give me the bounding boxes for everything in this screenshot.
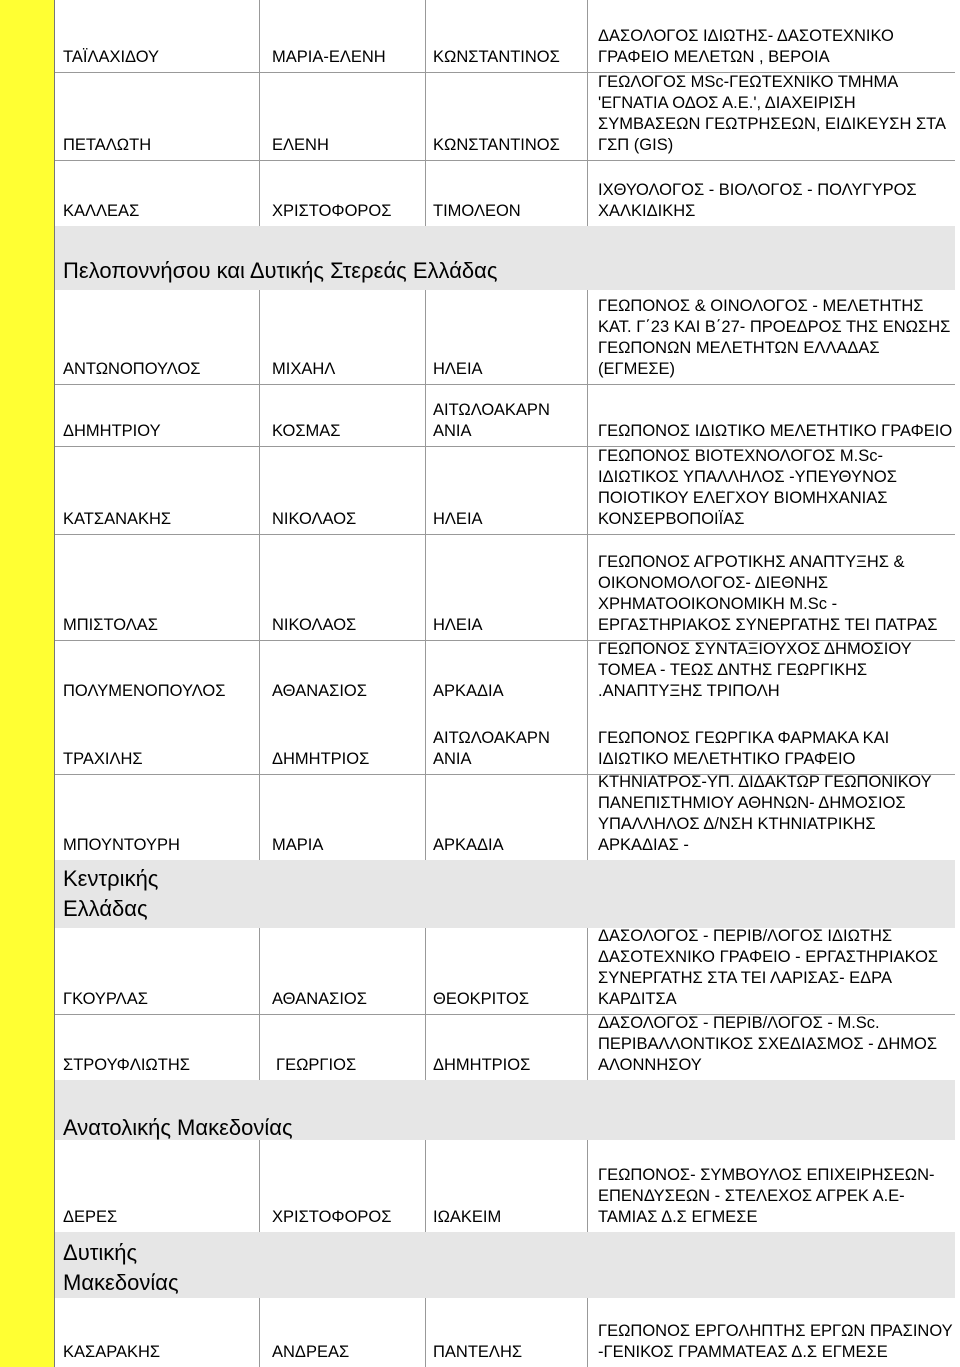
surname-cell: ΠΟΛΥΜΕΝΟΠΟΥΛΟΣ: [63, 682, 226, 700]
surname-cell: ΚΑΛΛΕΑΣ: [63, 202, 140, 220]
left-margin-bar: [0, 0, 54, 1367]
firstname-cell: ΔΗΜΗΤΡΙΟΣ: [272, 750, 370, 768]
fathername-cell: ΙΩΑΚΕΙΜ: [433, 1208, 502, 1226]
surname-cell: ΑΝΤΩΝΟΠΟΥΛΟΣ: [63, 360, 201, 378]
region-header: [55, 226, 955, 290]
fathername-cell: ΘΕΟΚΡΙΤΟΣ: [433, 990, 530, 1008]
description-cell: ΚΤΗΝΙΑΤΡΟΣ-ΥΠ. ΔΙΔΑΚΤΩΡ ΓΕΩΠΟΝΙΚΟΥ ΠΑΝΕΠΙΣΤΗΜΙΟΥ ΑΘΗΝΩΝ- ΔΗΜΟΣΙΟΣ ΥΠΑΛΛΗΛΟΣ Δ/ΝΣΗ ΚΤΗΝΙΑΤΡΙΚΗΣ ΑΡΚΑΔΙΑΣ -: [598, 773, 932, 854]
surname-cell: ΜΠΟΥΝΤΟΥΡΗ: [63, 836, 180, 854]
description-cell: ΓΕΩΠΟΝΟΣ- ΣΥΜΒΟΥΛΟΣ ΕΠΙΧΕΙΡΗΣΕΩΝ-ΕΠΕΝΔΥΣΕΩΝ - ΣΤΕΛΕΧΟΣ ΑΓΡΕΚ Α.Ε- ΤΑΜΙΑΣ Δ.Σ ΕΓΜΕΣΕ: [598, 1166, 935, 1226]
region-title-peloponnese: Πελοποννήσου και Δυτικής Στερεάς Ελλάδας: [63, 258, 498, 283]
description-cell: ΓΕΩΠΟΝΟΣ ΓΕΩΡΓΙΚΑ ΦΑΡΜΑΚΑ ΚΑΙ ΙΔΙΩΤΙΚΟ ΜΕΛΕΤΗΤΙΚΟ ΓΡΑΦΕΙΟ: [598, 729, 890, 768]
firstname-cell: ΑΘΑΝΑΣΙΟΣ: [272, 682, 367, 700]
description-cell: ΓΕΩΠΟΝΟΣ ΑΓΡΟΤΙΚΗΣ ΑΝΑΠΤΥΞΗΣ & ΟΙΚΟΝΟΜΟΛΟΓΟΣ- ΔΙΕΘΝΗΣ ΧΡΗΜΑΤΟΟΙΚΟΝΟΜΙΚΗ M.Sc - ΕΡΓΑΣΤΗΡΙΑΚΟΣ ΣΥΝΕΡΓΑΤΗΣ ΤΕΙ ΠΑΤΡΑΣ: [598, 553, 938, 634]
surname-cell: ΤΑΪΛΑΧΙΔΟΥ: [63, 48, 160, 66]
description-cell: ΔΑΣΟΛΟΓΟΣ - ΠΕΡΙΒ/ΛΟΓΟΣ ΙΔΙΩΤΗΣ ΔΑΣΟΤΕΧΝΙΚΟ ΓΡΑΦΕΙΟ - ΕΡΓΑΣΤΗΡΙΑΚΟΣ ΣΥΝΕΡΓΑΤΗΣ ΣΤΑ ΤΕΙ ΛΑΡΙΣΑΣ- ΕΔΡΑ ΚΑΡΔΙΤΣΑ: [598, 927, 939, 1008]
table-row: [55, 724, 955, 774]
table-row: [55, 534, 955, 640]
firstname-cell: ΝΙΚΟΛΑΟΣ: [272, 616, 357, 634]
firstname-cell: ΚΟΣΜΑΣ: [272, 422, 341, 440]
fathername-cell: ΚΩΝΣΤΑΝΤΙΝΟΣ: [433, 48, 560, 66]
table-row: [55, 640, 955, 706]
members-table: [54, 0, 960, 1367]
description-cell: ΓΕΩΠΟΝΟΣ ΒΙΟΤΕΧΝΟΛΟΓΟΣ M.Sc- ΙΔΙΩΤΙΚΟΣ ΥΠΑΛΛΗΛΟΣ -ΥΠΕΥΘΥΝΟΣ ΠΟΙΟΤΙΚΟΥ ΕΛΕΓΧΟΥ ΒΙΟΜΗΧΑΝΙΑΣ ΚΟΝΣΕΡΒΟΠΟΙΪΑΣ: [598, 447, 897, 528]
table-row: [55, 928, 955, 1014]
surname-cell: ΚΑΤΣΑΝΑΚΗΣ: [63, 510, 172, 528]
firstname-cell: ΜΑΡΙΑ-ΕΛΕΝΗ: [272, 48, 386, 66]
surname-cell: ΓΚΟΥΡΛΑΣ: [63, 990, 148, 1008]
spacer-row: [55, 706, 955, 724]
region-title-west-macedonia: Δυτικής Μακεδονίας: [63, 1240, 179, 1295]
fathername-cell: ΠΑΝΤΕΛΗΣ: [433, 1343, 523, 1361]
region-header: [55, 1232, 955, 1298]
description-cell: ΓΕΩΠΟΝΟΣ & ΟΙΝΟΛΟΓΟΣ - ΜΕΛΕΤΗΤΗΣ ΚΑΤ. Γ΄23 ΚΑΙ Β΄27- ΠΡΟΕΔΡΟΣ ΤΗΣ ΕΝΩΣΗΣ ΓΕΩΠΟΝΩΝ ΜΕΛΕΤΗΤΩΝ ΕΛΛΑΔΑΣ (ΕΓΜΕΣΕ): [598, 297, 951, 378]
fathername-cell: ΗΛΕΙΑ: [433, 616, 483, 634]
description-cell: ΓΕΩΠΟΝΟΣ ΕΡΓΟΛΗΠΤΗΣ ΕΡΓΩΝ ΠΡΑΣΙΝΟΥ -ΓΕΝΙΚΟΣ ΓΡΑΜΜΑΤΕΑΣ Δ.Σ ΕΓΜΕΣΕ: [598, 1322, 953, 1361]
fathername-cell: ΑΙΤΩΛΟΑΚΑΡΝ ΑΝΙΑ: [433, 401, 550, 440]
description-cell: ΔΑΣΟΛΟΓΟΣ ΙΔΙΩΤΗΣ- ΔΑΣΟΤΕΧΝΙΚΟ ΓΡΑΦΕΙΟ ΜΕΛΕΤΩΝ , ΒΕΡΟΙΑ: [598, 27, 894, 66]
fathername-cell: ΗΛΕΙΑ: [433, 360, 483, 378]
firstname-cell: ΓΕΩΡΓΙΟΣ: [276, 1056, 357, 1074]
table-row: [55, 1298, 955, 1367]
surname-cell: ΔΕΡΕΣ: [63, 1208, 118, 1226]
fathername-cell: ΗΛΕΙΑ: [433, 510, 483, 528]
fathername-cell: ΔΗΜΗΤΡΙΟΣ: [433, 1056, 531, 1074]
region-title-central: Κεντρικής Ελλάδας: [63, 866, 159, 921]
fathername-cell: ΑΙΤΩΛΟΑΚΑΡΝ ΑΝΙΑ: [433, 729, 550, 768]
surname-cell: ΣΤΡΟΥΦΛΙΩΤΗΣ: [63, 1056, 190, 1074]
description-cell: ΔΑΣΟΛΟΓΟΣ - ΠΕΡΙΒ/ΛΟΓΟΣ - M.Sc. ΠΕΡΙΒΑΛΛΟΝΤΙΚΟΣ ΣΧΕΔΙΑΣΜΟΣ - ΔΗΜΟΣ ΑΛΟΝΝΗΣΟΥ: [598, 1014, 938, 1074]
surname-cell: ΜΠΙΣΤΟΛΑΣ: [63, 616, 158, 634]
description-cell: ΓΕΩΠΟΝΟΣ ΙΔΙΩΤΙΚΟ ΜΕΛΕΤΗΤΙΚΟ ΓΡΑΦΕΙΟ: [598, 422, 953, 440]
firstname-cell: ΧΡΙΣΤΟΦΟΡΟΣ: [272, 202, 392, 220]
surname-cell: ΔΗΜΗΤΡΙΟΥ: [63, 422, 161, 440]
fathername-cell: ΤΙΜΟΛΕΟΝ: [433, 202, 521, 220]
table-row: [55, 446, 955, 534]
table-row: [55, 290, 955, 384]
firstname-cell: ΜΙΧΑΗΛ: [272, 360, 336, 378]
fathername-cell: ΚΩΝΣΤΑΝΤΙΝΟΣ: [433, 136, 560, 154]
region-title-east-macedonia: Ανατολικής Μακεδονίας: [63, 1115, 293, 1140]
table-row: [55, 1140, 955, 1232]
firstname-cell: ΜΑΡΙΑ: [272, 836, 324, 854]
description-cell: ΓΕΩΠΟΝΟΣ ΣΥΝΤΑΞΙΟΥΧΟΣ ΔΗΜΟΣΙΟΥ ΤΟΜΕΑ - ΤΕΩΣ ΔΝΤΗΣ ΓΕΩΡΓΙΚΗΣ .ΑΝΑΠΤΥΞΗΣ ΤΡΙΠΟΛΗ: [598, 640, 912, 700]
firstname-cell: ΕΛΕΝΗ: [272, 136, 329, 154]
description-cell: ΙΧΘΥΟΛΟΓΟΣ - ΒΙΟΛΟΓΟΣ - ΠΟΛΥΓΥΡΟΣ ΧΑΛΚΙΔΙΚΗΣ: [598, 181, 917, 220]
description-cell: ΓΕΩΛΟΓΟΣ MSc-ΓΕΩΤΕΧΝΙΚΟ ΤΜΗΜΑ 'ΕΓΝΑΤΙΑ ΟΔΟΣ Α.Ε.', ΔΙΑΧΕΙΡΙΣΗ ΣΥΜΒΑΣΕΩΝ ΓΕΩΤΡΗΣΕΩΝ, ΕΙΔΙΚΕΥΣΗ ΣΤΑ ΓΣΠ (GIS): [598, 73, 946, 154]
table-row: [55, 0, 955, 72]
surname-cell: ΤΡΑΧΙΛΗΣ: [63, 750, 143, 768]
firstname-cell: ΝΙΚΟΛΑΟΣ: [272, 510, 357, 528]
firstname-cell: ΑΘΑΝΑΣΙΟΣ: [272, 990, 367, 1008]
surname-cell: ΠΕΤΑΛΩΤΗ: [63, 136, 152, 154]
firstname-cell: ΧΡΙΣΤΟΦΟΡΟΣ: [272, 1208, 392, 1226]
region-header: [55, 1080, 955, 1140]
table-row: [55, 384, 955, 446]
firstname-cell: ΑΝΔΡΕΑΣ: [272, 1343, 350, 1361]
region-header: [55, 860, 955, 928]
fathername-cell: ΑΡΚΑΔΙΑ: [433, 836, 504, 854]
table-row: [55, 774, 955, 860]
table-row: [55, 160, 955, 226]
surname-cell: ΚΑΣΑΡΑΚΗΣ: [63, 1343, 161, 1361]
fathername-cell: ΑΡΚΑΔΙΑ: [433, 682, 504, 700]
table-row: [55, 1014, 955, 1080]
table-row: [55, 72, 955, 160]
